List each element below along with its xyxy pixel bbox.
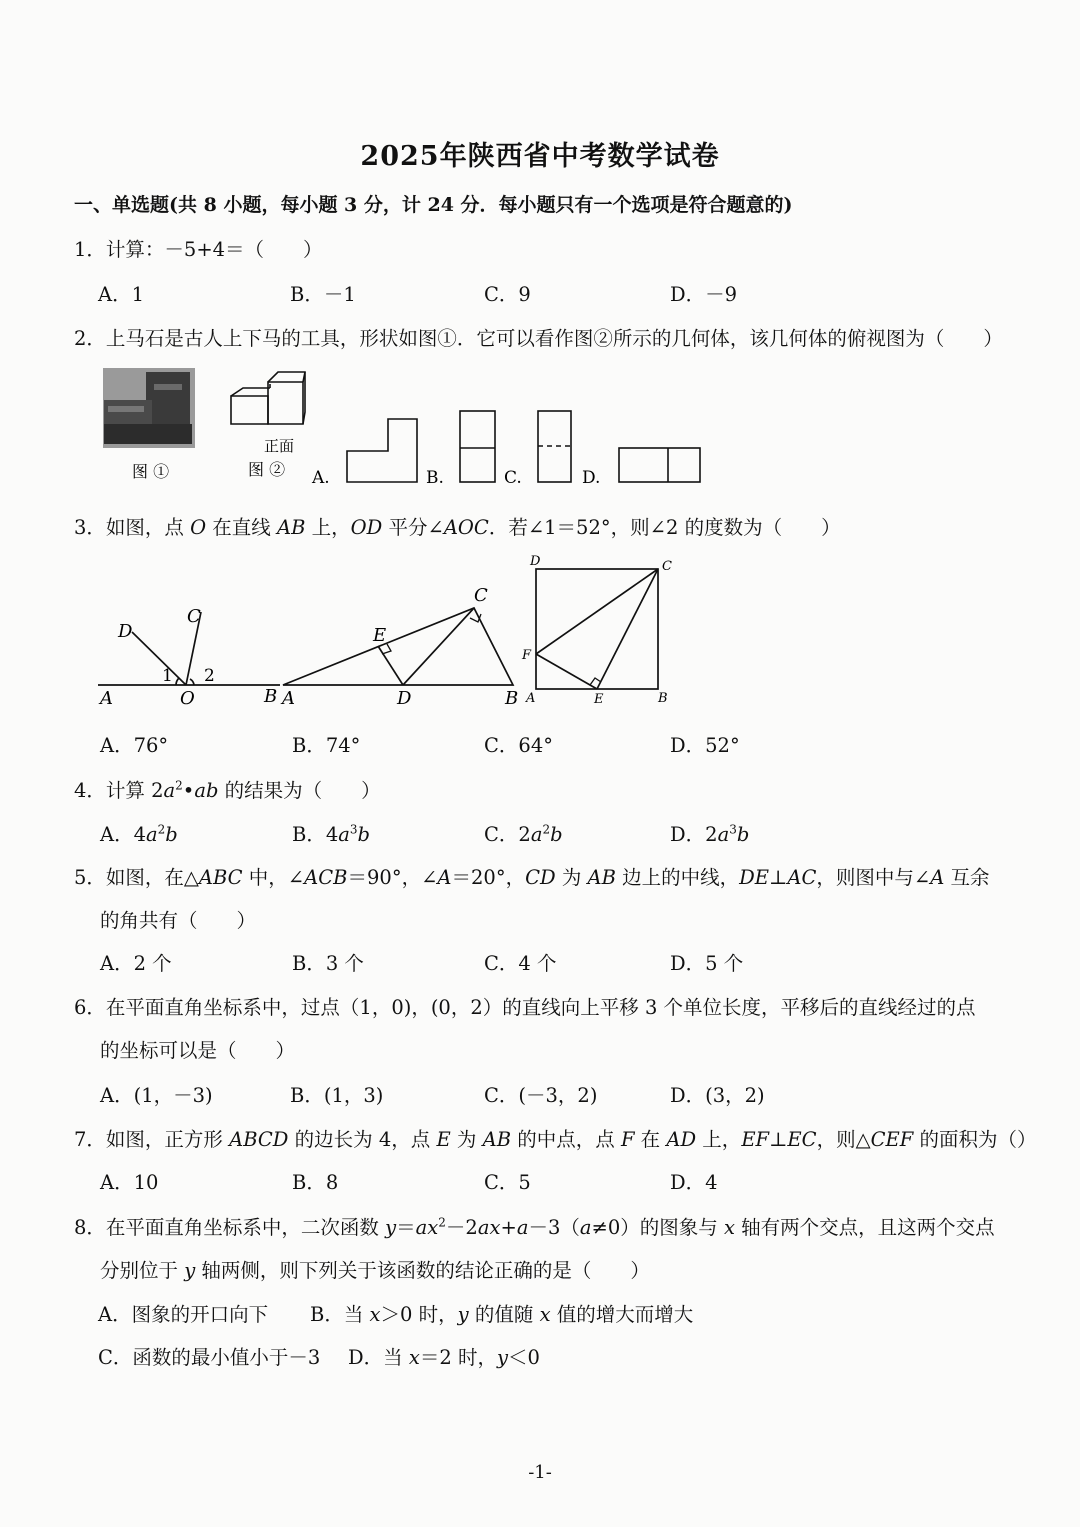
q2-figures xyxy=(98,362,718,492)
stone-photo xyxy=(103,368,195,448)
question-5-stem-line1: 5．如图，在△ABC 中，∠ACB＝90°，∠A＝20°，CD 为 AB 边上的中线，DE⊥AC，则图中与∠A 互余 xyxy=(74,866,990,889)
q7-option-b: B．8 xyxy=(292,1171,339,1194)
q4-option-a: A．$4a^2b$ xyxy=(100,822,178,846)
q2-option-d-letter: D. xyxy=(582,468,601,488)
q4-option-c: C．$2a^2b$ xyxy=(484,822,563,846)
q8-option-b: B．当 x＞0 时，y 的值随 x 值的增大而增大 xyxy=(310,1303,694,1326)
q8-option-d: D．当 x＝2 时，y＜0 xyxy=(348,1346,540,1369)
q3-label-c: C xyxy=(187,606,201,627)
question-8-stem-line1: 8．在平面直角坐标系中，二次函数 $y=ax^2-2ax+a-3(a\ne 0)$的图象与 x 轴有两个交点，且这两个交点 xyxy=(74,1215,995,1239)
q6-option-c: C．(－3，2) xyxy=(484,1084,598,1107)
q7-option-d: D．4 xyxy=(670,1171,718,1194)
q7-label-a: A xyxy=(526,691,536,706)
q3-label-a: A xyxy=(100,688,113,709)
q5-label-d: D xyxy=(397,688,412,709)
q1-option-b: B．－1 xyxy=(290,283,356,306)
q5-option-b: B．3 个 xyxy=(292,952,364,975)
question-5-stem-line2: 的角共有（ ） xyxy=(100,909,257,932)
question-4-stem: 4．计算 $2a^2•ab$ 的结果为（ ） xyxy=(74,778,381,802)
fig2-label: 图 ② xyxy=(248,460,286,479)
q5-label-c: C xyxy=(474,585,488,606)
q2-option-c-letter: C. xyxy=(504,468,522,488)
q5-label-a: A xyxy=(282,688,295,709)
q5-option-c: C．4 个 xyxy=(484,952,557,975)
q1-option-a: A．1 xyxy=(98,283,144,306)
q8-option-a: A．图象的开口向下 xyxy=(98,1303,269,1326)
q7-label-c: C xyxy=(662,559,672,574)
q3-option-a: A．76° xyxy=(100,734,169,757)
stepped-solid xyxy=(231,372,305,424)
q8-option-c: C．函数的最小值小于－3 xyxy=(98,1346,321,1369)
q5-label-b: B xyxy=(505,688,519,709)
q2-option-a-shape xyxy=(347,419,417,482)
q7-option-c: C．5 xyxy=(484,1171,531,1194)
front-label: 正面 xyxy=(264,437,295,455)
page-title: 2025年陕西省中考数学试卷 xyxy=(360,141,720,172)
q4-option-b: B．$4a^3b$ xyxy=(292,822,371,846)
q5-option-a: A．2 个 xyxy=(100,952,172,975)
q6-option-a: A．(1，－3) xyxy=(100,1084,213,1107)
q4-option-d: D．$2a^3b$ xyxy=(670,822,750,846)
question-2-stem: 2．上马石是古人上下马的工具，形状如图①．它可以看作图②所示的几何体，该几何体的俯视图为（ ） xyxy=(74,327,1003,350)
q3-option-c: C．64° xyxy=(484,734,553,757)
q5-triangle-figure xyxy=(283,608,513,685)
q5-option-d: D．5 个 xyxy=(670,952,744,975)
section-heading: 一、单选题(共 8 小题，每小题 3 分，计 24 分．每小题只有一个选项是符合题意的) xyxy=(74,194,793,216)
q2-option-b-letter: B. xyxy=(426,468,444,488)
q3-label-angle1: 1 xyxy=(162,666,173,686)
q3-option-d: D．52° xyxy=(670,734,740,757)
q1-option-d: D．－9 xyxy=(670,283,738,306)
question-3-stem: 3．如图，点 O 在直线 AB 上，OD 平分∠AOC．若∠1＝52°，则∠2 的度数为（ ） xyxy=(74,516,841,539)
q1-option-c: C．9 xyxy=(484,283,531,306)
q2-option-b-shape xyxy=(460,411,495,482)
q3-label-d: D xyxy=(118,621,133,642)
q5-label-e: E xyxy=(373,625,387,646)
q7-square-figure xyxy=(536,569,658,689)
q3-option-b: B．74° xyxy=(292,734,361,757)
q3-label-o: O xyxy=(180,688,195,709)
fig1-label: 图 ① xyxy=(132,462,170,481)
q3-label-angle2: 2 xyxy=(204,666,215,686)
q7-option-a: A．10 xyxy=(100,1171,159,1194)
q7-label-b: B xyxy=(658,691,668,706)
q7-label-e: E xyxy=(594,692,604,707)
question-8-stem-line2: 分别位于 y 轴两侧，则下列关于该函数的结论正确的是（ ） xyxy=(100,1259,650,1282)
q7-label-d: D xyxy=(530,554,541,569)
page-number: -1- xyxy=(528,1462,552,1483)
q2-option-a-letter: A. xyxy=(312,468,330,488)
q3-label-b: B xyxy=(264,686,278,707)
q6-option-d: D．(3，2) xyxy=(670,1084,765,1107)
question-6-stem-line1: 6．在平面直角坐标系中，过点（1，0)，(0，2）的直线向上平移 3 个单位长度，平移后的直线经过的点 xyxy=(74,996,976,1019)
geometry-figures-q3-q5-q7 xyxy=(90,548,690,718)
question-6-stem-line2: 的坐标可以是（ ） xyxy=(100,1039,296,1062)
question-7-stem: 7．如图，正方形 ABCD 的边长为 4，点 E 为 AB 的中点，点 F 在 AD 上，EF⊥EC，则△CEF 的面积为（） xyxy=(74,1128,1037,1151)
question-1-stem: 1．计算：－5+4＝（ ） xyxy=(74,238,323,261)
q2-option-d-shape xyxy=(619,448,700,482)
q7-label-f: F xyxy=(522,648,532,663)
q6-option-b: B．(1，3) xyxy=(290,1084,384,1107)
